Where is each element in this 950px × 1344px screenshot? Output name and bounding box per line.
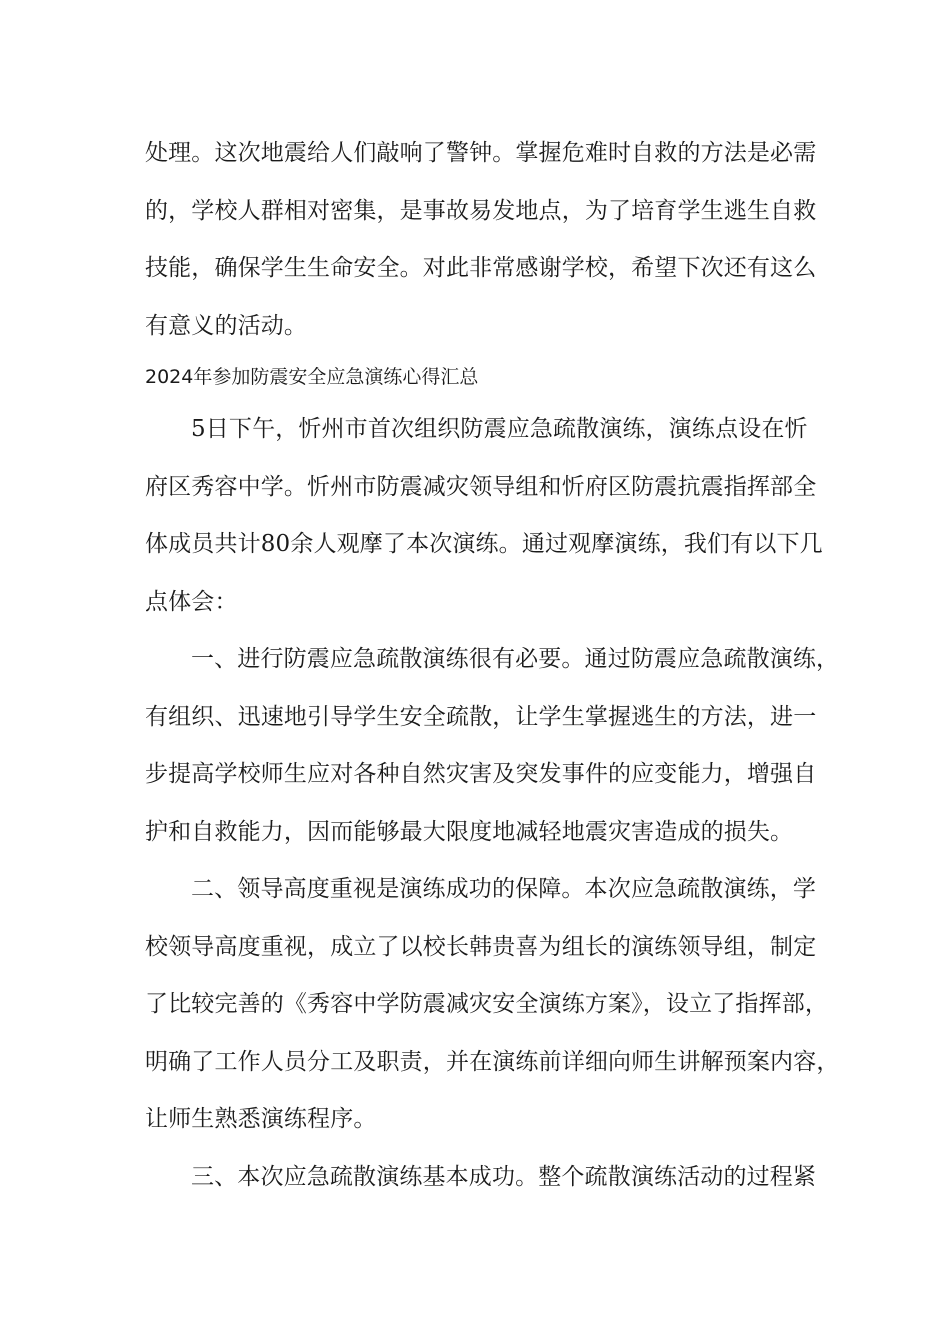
text-line: 有组织、迅速地引导学生安全疏散，让学生掌握逃生的方法，进一	[145, 703, 817, 730]
text-line: 护和自救能力，因而能够最大限度地减轻地震灾害造成的损失。	[145, 818, 794, 845]
text-line: 的，学校人群相对密集，是事故易发地点，为了培育学生逃生自救	[145, 197, 817, 224]
text-line: 府区秀容中学。忻州市防震减灾领导组和忻府区防震抗震指挥部全	[145, 473, 817, 500]
text-line: 5日下午，忻州市首次组织防震应急疏散演练，演练点设在忻	[191, 416, 808, 442]
text-line: 三、本次应急疏散演练基本成功。整个疏散演练活动的过程紧	[191, 1163, 817, 1190]
text-line: 校领导高度重视，成立了以校长韩贵喜为组长的演练领导组，制定	[145, 933, 817, 960]
text-line: 二、领导高度重视是演练成功的保障。本次应急疏散演练，学	[191, 876, 817, 902]
paragraph	[145, 404, 823, 634]
text-line: 处理。这次地震给人们敲响了警钟。掌握危难时自救的方法是必需	[145, 140, 817, 166]
text-line: 技能，确保学生生命安全。对此非常感谢学校，希望下次还有这么	[145, 255, 817, 281]
text-line: 让师生熟悉演练程序。	[145, 1106, 377, 1132]
paragraph	[145, 634, 840, 864]
text-line: 一、进行防震应急疏散演练很有必要。通过防震应急疏散演练，	[191, 646, 840, 672]
text-line: 明确了工作人员分工及职责，并在演练前详细向师生讲解预案内容，	[145, 1048, 840, 1075]
text-line: 有意义的活动。	[145, 312, 308, 339]
section-heading: 2024年参加防震安全应急演练心得汇总	[145, 366, 479, 388]
text-line: 步提高学校师生应对各种自然灾害及突发事件的应变能力，增强自	[145, 761, 817, 787]
paragraph	[145, 1152, 817, 1210]
text-line: 体成员共计80余人观摩了本次演练。通过观摩演练，我们有以下几	[145, 531, 823, 557]
paragraph	[145, 864, 840, 1152]
document-body	[145, 128, 840, 1209]
text-line: 点体会：	[145, 588, 238, 615]
text-line: 了比较完善的《秀容中学防震减灾安全演练方案》，设立了指挥部，	[145, 991, 828, 1017]
